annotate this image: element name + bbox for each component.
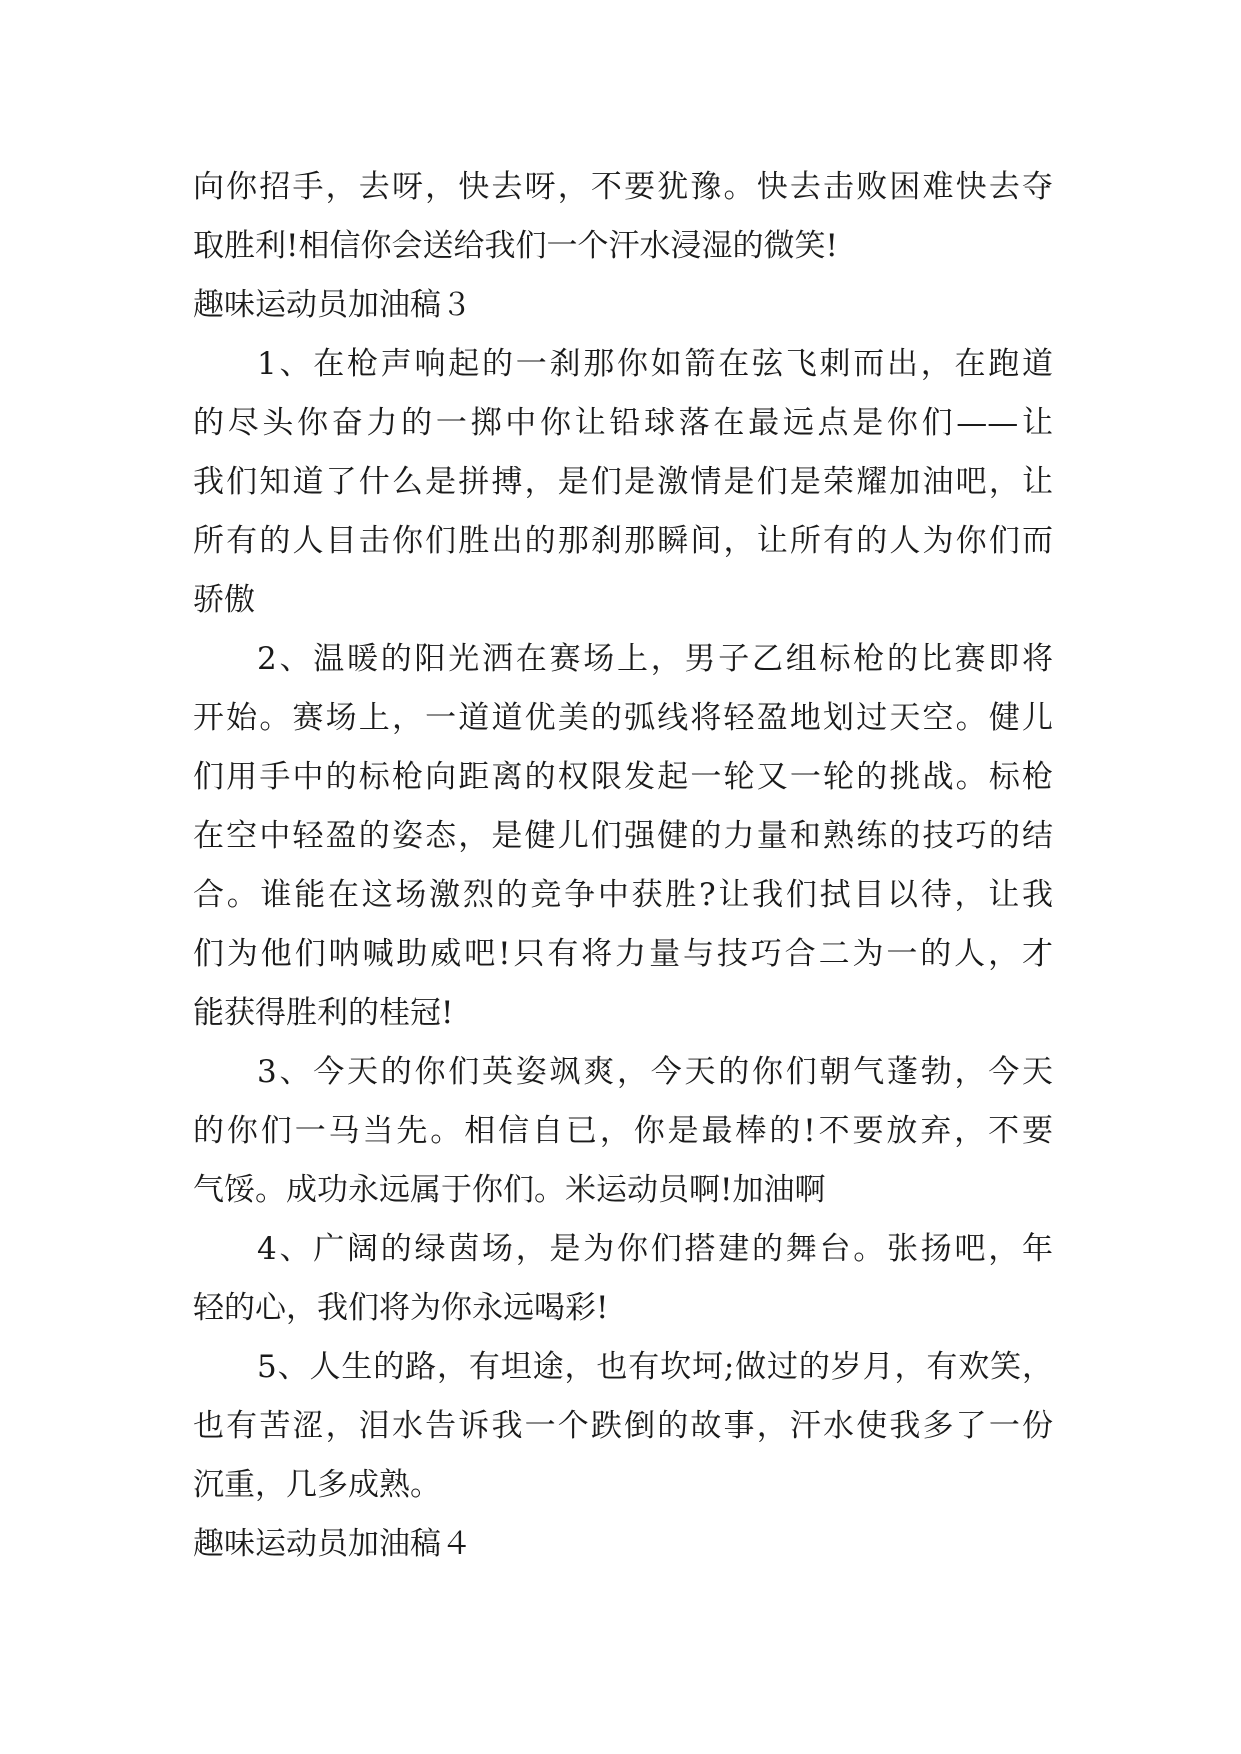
text-line: 1、在枪声响起的一刹那你如箭在弦飞刺而出，在跑道 [257, 346, 1053, 382]
text-line: 们为他们呐喊助威吧!只有将力量与技巧合二为一的人，才 [193, 936, 1053, 972]
text-line: 轻的心，我们将为你永远喝彩! [193, 1290, 609, 1326]
paragraph [193, 1043, 1053, 1220]
paragraph [193, 1338, 1053, 1515]
text-line: 合。谁能在这场激烈的竞争中获胜?让我们拭目以待，让我 [193, 877, 1053, 913]
text-line: 在空中轻盈的姿态，是健儿们强健的力量和熟练的技巧的结 [193, 818, 1053, 854]
text-line: 所有的人目击你们胜出的那刹那瞬间，让所有的人为你们而 [193, 523, 1053, 559]
section-heading: 趣味运动员加油稿３ [193, 287, 472, 323]
document-page [193, 158, 1053, 1574]
text-line: 沉重，几多成熟。 [193, 1467, 441, 1503]
paragraph [193, 1220, 1053, 1338]
paragraph [193, 630, 1053, 1043]
text-line: 向你招手，去呀，快去呀，不要犹豫。快去击败困难快去夺 [193, 169, 1053, 205]
text-line: 2、温暖的阳光洒在赛场上，男子乙组标枪的比赛即将 [257, 641, 1053, 677]
text-line: 气馁。成功永远属于你们。米运动员啊!加油啊 [193, 1172, 826, 1208]
text-line: 4、广阔的绿茵场，是为你们搭建的舞台。张扬吧，年 [257, 1231, 1053, 1267]
document-body [193, 158, 1053, 1574]
text-line: 我们知道了什么是拼搏，是们是激情是们是荣耀加油吧，让 [193, 464, 1053, 500]
paragraph [193, 335, 1053, 630]
text-line: 也有苦涩，泪水告诉我一个跌倒的故事，汗水使我多了一份 [193, 1408, 1053, 1444]
text-line: 开始。赛场上，一道道优美的弧线将轻盈地划过天空。健儿 [193, 700, 1053, 736]
text-line: 3、今天的你们英姿飒爽，今天的你们朝气蓬勃，今天 [257, 1054, 1053, 1090]
section-heading: 趣味运动员加油稿４ [193, 1526, 472, 1562]
text-line: 骄傲 [193, 582, 255, 618]
text-line: 的尽头你奋力的一掷中你让铅球落在最远点是你们——让 [193, 405, 1053, 441]
paragraph [193, 158, 1053, 276]
text-line: 们用手中的标枪向距离的权限发起一轮又一轮的挑战。标枪 [193, 759, 1053, 795]
text-line: 能获得胜利的桂冠! [193, 995, 454, 1031]
text-line: 取胜利!相信你会送给我们一个汗水浸湿的微笑! [193, 228, 838, 264]
text-line: 的你们一马当先。相信自已，你是最棒的!不要放弃，不要 [193, 1113, 1053, 1149]
text-line: 5、人生的路，有坦途，也有坎坷;做过的岁月，有欢笑， [257, 1349, 1053, 1385]
